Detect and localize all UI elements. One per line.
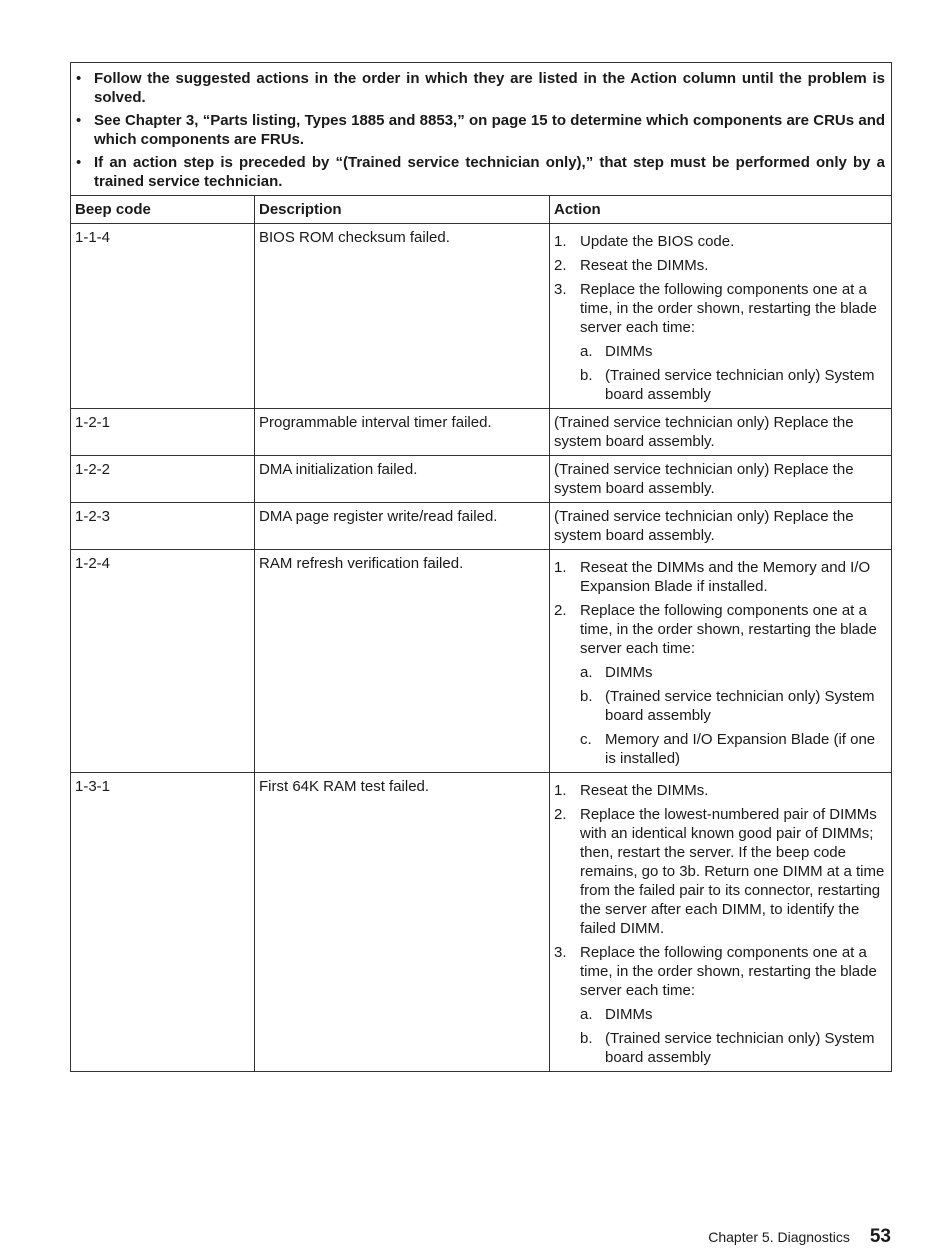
page-number: 53 <box>869 1226 891 1247</box>
action-step: 3. Replace the following components one at a time, in the order shown, restarting the blade server each time: <box>554 944 877 999</box>
action-cell <box>550 550 892 773</box>
beep-code-cell: 1-1-4 <box>71 224 255 409</box>
action-step: 2. Reseat the DIMMs. <box>554 257 709 274</box>
action-cell: (Trained service technician only) Replace the system board assembly. <box>550 409 892 456</box>
beep-code-cell: 1-2-3 <box>71 503 255 550</box>
chapter-title: Chapter 5. Diagnostics <box>708 1229 850 1245</box>
description-cell: DMA page register write/read failed. <box>255 503 550 550</box>
action-substep: c. Memory and I/O Expansion Blade (if one is installed) <box>580 731 876 767</box>
action-substep: b. (Trained service technician only) System board assembly <box>580 367 875 403</box>
table-row <box>71 409 892 456</box>
action-header: Action <box>550 196 892 224</box>
table-row <box>71 773 892 1072</box>
bullet-icon: • <box>76 154 82 171</box>
beep-code-header: Beep code <box>71 196 255 224</box>
table-row <box>71 503 892 550</box>
description-cell: DMA initialization failed. <box>255 456 550 503</box>
action-substep: b. (Trained service technician only) System board assembly <box>580 688 875 724</box>
note-item: • If an action step is preceded by “(Trained service technician only),” that step must be performed only by a trained service technician. <box>76 154 886 190</box>
beep-code-table <box>70 62 892 1072</box>
description-cell: First 64K RAM test failed. <box>255 773 550 1072</box>
action-cell: (Trained service technician only) Replace the system board assembly. <box>550 503 892 550</box>
description-cell: Programmable interval timer failed. <box>255 409 550 456</box>
table-row <box>71 224 892 409</box>
description-header: Description <box>255 196 550 224</box>
action-substep: a. DIMMs <box>580 343 653 360</box>
notes-cell <box>71 63 892 196</box>
table-row <box>71 456 892 503</box>
action-step: 1. Reseat the DIMMs. <box>554 782 709 799</box>
action-substep: a. DIMMs <box>580 1006 653 1023</box>
description-cell: BIOS ROM checksum failed. <box>255 224 550 409</box>
beep-code-cell: 1-2-2 <box>71 456 255 503</box>
action-substep: b. (Trained service technician only) System board assembly <box>580 1030 875 1066</box>
action-step: 1. Reseat the DIMMs and the Memory and I/O Expansion Blade if installed. <box>554 559 871 595</box>
action-substep: a. DIMMs <box>580 664 653 681</box>
action-step: 3. Replace the following components one at a time, in the order shown, restarting the blade server each time: <box>554 281 877 336</box>
action-step: 1. Update the BIOS code. <box>554 233 735 250</box>
page-footer <box>708 1226 891 1248</box>
notes-row <box>71 63 892 196</box>
bullet-icon: • <box>76 70 82 87</box>
description-cell: RAM refresh verification failed. <box>255 550 550 773</box>
action-step: 2. Replace the lowest-numbered pair of DIMMs with an identical known good pair of DIMMs; then, restart the server. If the beep code remains, go to 3b. Return one DIMM at a time from the failed pair to its connector, restarting the server after each DIMM, to identify the failed DIMM. <box>554 806 885 937</box>
header-row <box>71 196 892 224</box>
note-item: • See Chapter 3, “Parts listing, Types 1885 and 8853,” on page 15 to determine which components are CRUs and which components are FRUs. <box>76 112 886 148</box>
action-cell <box>550 773 892 1072</box>
table-row <box>71 550 892 773</box>
beep-code-cell: 1-2-4 <box>71 550 255 773</box>
note-item: • Follow the suggested actions in the order in which they are listed in the Action column until the problem is solved. <box>76 70 886 106</box>
action-step: 2. Replace the following components one at a time, in the order shown, restarting the blade server each time: <box>554 602 877 657</box>
beep-code-cell: 1-3-1 <box>71 773 255 1072</box>
bullet-icon: • <box>76 112 82 129</box>
action-cell: (Trained service technician only) Replace the system board assembly. <box>550 456 892 503</box>
beep-code-cell: 1-2-1 <box>71 409 255 456</box>
action-cell <box>550 224 892 409</box>
